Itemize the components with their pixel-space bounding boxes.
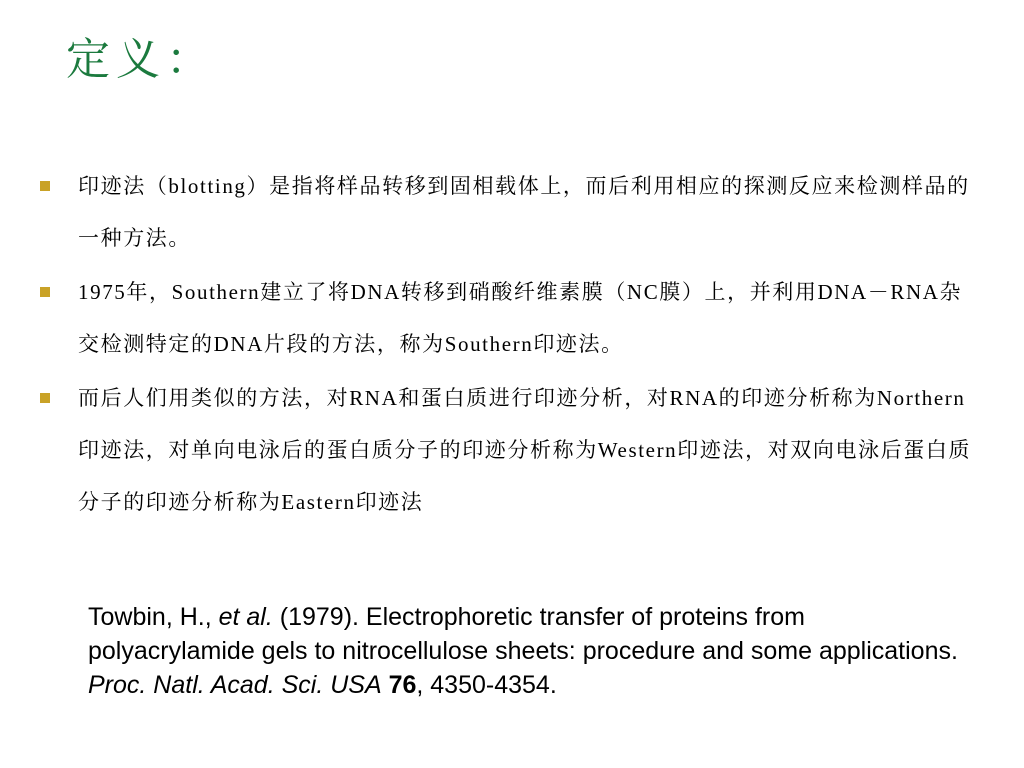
square-bullet-icon bbox=[40, 287, 50, 297]
citation bbox=[88, 600, 968, 702]
citation-journal: Proc. Natl. Acad. Sci. USA bbox=[88, 671, 382, 699]
bullet-text: 而后人们用类似的方法，对RNA和蛋白质进行印迹分析，对RNA的印迹分析称为Northern印迹法，对单向电泳后的蛋白质分子的印迹分析称为Western印迹法，对双向电泳后蛋白质分子的印迹分析称为Eastern印迹法 bbox=[78, 386, 972, 514]
citation-volume: 76 bbox=[388, 671, 417, 699]
citation-pages: , 4350-4354. bbox=[416, 671, 557, 699]
square-bullet-icon bbox=[40, 181, 50, 191]
citation-title: (1979). Electrophoretic transfer of proteins from polyacrylamide gels to nitrocellulose sheets: procedure and some applications. bbox=[88, 603, 958, 665]
citation-space bbox=[382, 671, 389, 699]
bullet-text: 印迹法（blotting）是指将样品转移到固相载体上，而后利用相应的探测反应来检测样品的一种方法。 bbox=[78, 174, 970, 250]
citation-et-al: et al. bbox=[218, 603, 273, 631]
bullet-item bbox=[36, 160, 976, 264]
bullet-item bbox=[36, 266, 976, 370]
bullet-list bbox=[36, 160, 976, 530]
square-bullet-icon bbox=[40, 393, 50, 403]
bullet-item bbox=[36, 372, 976, 528]
bullet-text: 1975年，Southern建立了将DNA转移到硝酸纤维素膜（NC膜）上，并利用DNA－RNA杂交检测特定的DNA片段的方法，称为Southern印迹法。 bbox=[78, 280, 963, 356]
slide-title: 定义： bbox=[66, 34, 216, 85]
citation-authors: Towbin, H., bbox=[88, 603, 219, 631]
